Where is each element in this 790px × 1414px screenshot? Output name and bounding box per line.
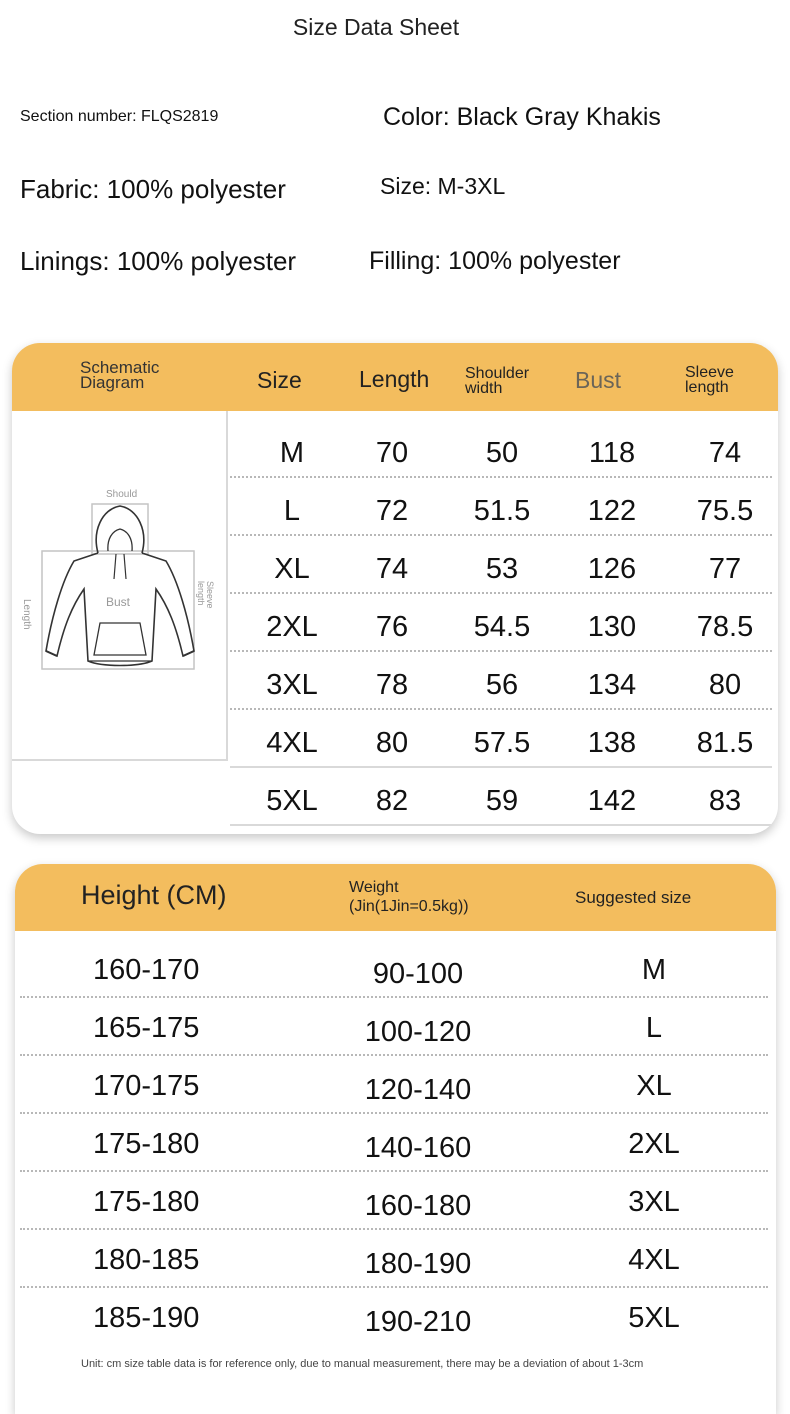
header-size: Size xyxy=(257,367,302,393)
cell-weight: 190-210 xyxy=(364,1306,472,1338)
header-suggested-size: Suggested size xyxy=(575,888,692,907)
header-schematic: Schematic Diagram xyxy=(80,358,160,392)
cell-sleeve: 83 xyxy=(708,785,742,817)
table-row xyxy=(230,478,772,536)
table-row xyxy=(230,652,772,710)
cell-sleeve: 75.5 xyxy=(696,495,754,527)
diagram-label-length: Length xyxy=(21,599,32,630)
header-length: Length xyxy=(359,366,430,392)
cell-length: 72 xyxy=(375,495,409,527)
color-spec: Color: Black Gray Khakis xyxy=(383,103,661,131)
cell-weight: 160-180 xyxy=(364,1190,472,1222)
header-bust: Bust xyxy=(575,367,622,393)
cell-size: XL xyxy=(274,553,310,585)
cell-suggested-size: 4XL xyxy=(628,1244,680,1276)
cell-sleeve: 74 xyxy=(708,437,742,469)
cell-suggested-size: 3XL xyxy=(628,1186,680,1218)
diagram-label-shoulder: Should xyxy=(106,489,138,500)
table-row xyxy=(230,420,772,478)
table-row xyxy=(20,940,768,998)
diagram-label-sleeve: Sleeve length xyxy=(196,581,215,609)
filling-spec: Filling: 100% polyester xyxy=(369,247,621,275)
cell-size: L xyxy=(283,495,301,527)
cell-height: 185-190 xyxy=(93,1302,200,1334)
header-shoulder-width: Shoulder width xyxy=(465,365,530,397)
table-row xyxy=(230,594,772,652)
table-row xyxy=(20,1056,768,1114)
cell-length: 82 xyxy=(375,785,409,817)
page-title: Size Data Sheet xyxy=(292,14,460,40)
fabric-spec: Fabric: 100% polyester xyxy=(20,174,286,204)
cell-bust: 130 xyxy=(587,611,637,643)
cell-weight: 140-160 xyxy=(364,1132,472,1164)
cell-size: 5XL xyxy=(266,785,318,817)
header-height: Height (CM) xyxy=(81,880,227,910)
cell-suggested-size: 2XL xyxy=(628,1128,680,1160)
cell-shoulder: 57.5 xyxy=(473,727,531,759)
cell-bust: 142 xyxy=(587,785,637,817)
height-table-card xyxy=(15,864,776,1414)
cell-height: 165-175 xyxy=(93,1012,200,1044)
section-number: Section number: FLQS2819 xyxy=(20,108,219,125)
cell-weight: 180-190 xyxy=(364,1248,472,1280)
cell-weight: 100-120 xyxy=(364,1016,472,1048)
table-row xyxy=(230,710,772,768)
cell-sleeve: 80 xyxy=(708,669,742,701)
cell-shoulder: 59 xyxy=(485,785,519,817)
cell-height: 170-175 xyxy=(93,1070,200,1102)
cell-weight: 120-140 xyxy=(364,1074,472,1106)
measurement-note: Unit: cm size table data is for reference only, due to manual measurement, there may be a deviation of about 1-3cm xyxy=(81,1358,644,1370)
table-row xyxy=(20,1230,768,1288)
cell-size: 2XL xyxy=(266,611,318,643)
table-row xyxy=(20,998,768,1056)
header-weight: Weight (Jin(1Jin=0.5kg)) xyxy=(349,879,469,915)
cell-bust: 134 xyxy=(587,669,637,701)
cell-weight: 90-100 xyxy=(372,958,464,990)
cell-length: 70 xyxy=(375,437,409,469)
cell-suggested-size: L xyxy=(645,1012,663,1044)
cell-size: 3XL xyxy=(266,669,318,701)
cell-suggested-size: M xyxy=(641,954,667,986)
cell-height: 180-185 xyxy=(93,1244,200,1276)
cell-length: 74 xyxy=(375,553,409,585)
cell-height: 175-180 xyxy=(93,1186,200,1218)
cell-shoulder: 53 xyxy=(485,553,519,585)
table-row xyxy=(20,1288,768,1346)
cell-bust: 118 xyxy=(588,437,636,469)
cell-shoulder: 54.5 xyxy=(473,611,531,643)
size-table-header xyxy=(12,343,778,411)
cell-suggested-size: 5XL xyxy=(628,1302,680,1334)
cell-sleeve: 78.5 xyxy=(696,611,754,643)
linings-spec: Linings: 100% polyester xyxy=(20,246,297,276)
diagram-divider xyxy=(12,759,228,761)
cell-size: 4XL xyxy=(266,727,318,759)
table-row xyxy=(230,536,772,594)
diagram-label-bust: Bust xyxy=(106,595,131,609)
size-range-spec: Size: M-3XL xyxy=(380,173,506,199)
table-row xyxy=(230,768,772,826)
cell-height: 160-170 xyxy=(93,954,200,986)
cell-shoulder: 51.5 xyxy=(473,495,531,527)
cell-length: 80 xyxy=(375,727,409,759)
cell-bust: 138 xyxy=(587,727,637,759)
header-sleeve-length: Sleeve length xyxy=(685,364,734,396)
cell-bust: 122 xyxy=(587,495,637,527)
cell-height: 175-180 xyxy=(93,1128,200,1160)
cell-sleeve: 81.5 xyxy=(696,727,754,759)
cell-suggested-size: XL xyxy=(636,1070,672,1102)
table-row xyxy=(20,1114,768,1172)
cell-sleeve: 77 xyxy=(708,553,742,585)
table-row xyxy=(20,1172,768,1230)
schematic-diagram xyxy=(12,411,228,761)
cell-bust: 126 xyxy=(587,553,637,585)
height-table-header xyxy=(15,864,776,931)
cell-size: M xyxy=(279,437,305,469)
cell-shoulder: 50 xyxy=(485,437,519,469)
cell-shoulder: 56 xyxy=(485,669,519,701)
cell-length: 78 xyxy=(375,669,409,701)
cell-length: 76 xyxy=(375,611,409,643)
size-table-card xyxy=(12,343,778,834)
